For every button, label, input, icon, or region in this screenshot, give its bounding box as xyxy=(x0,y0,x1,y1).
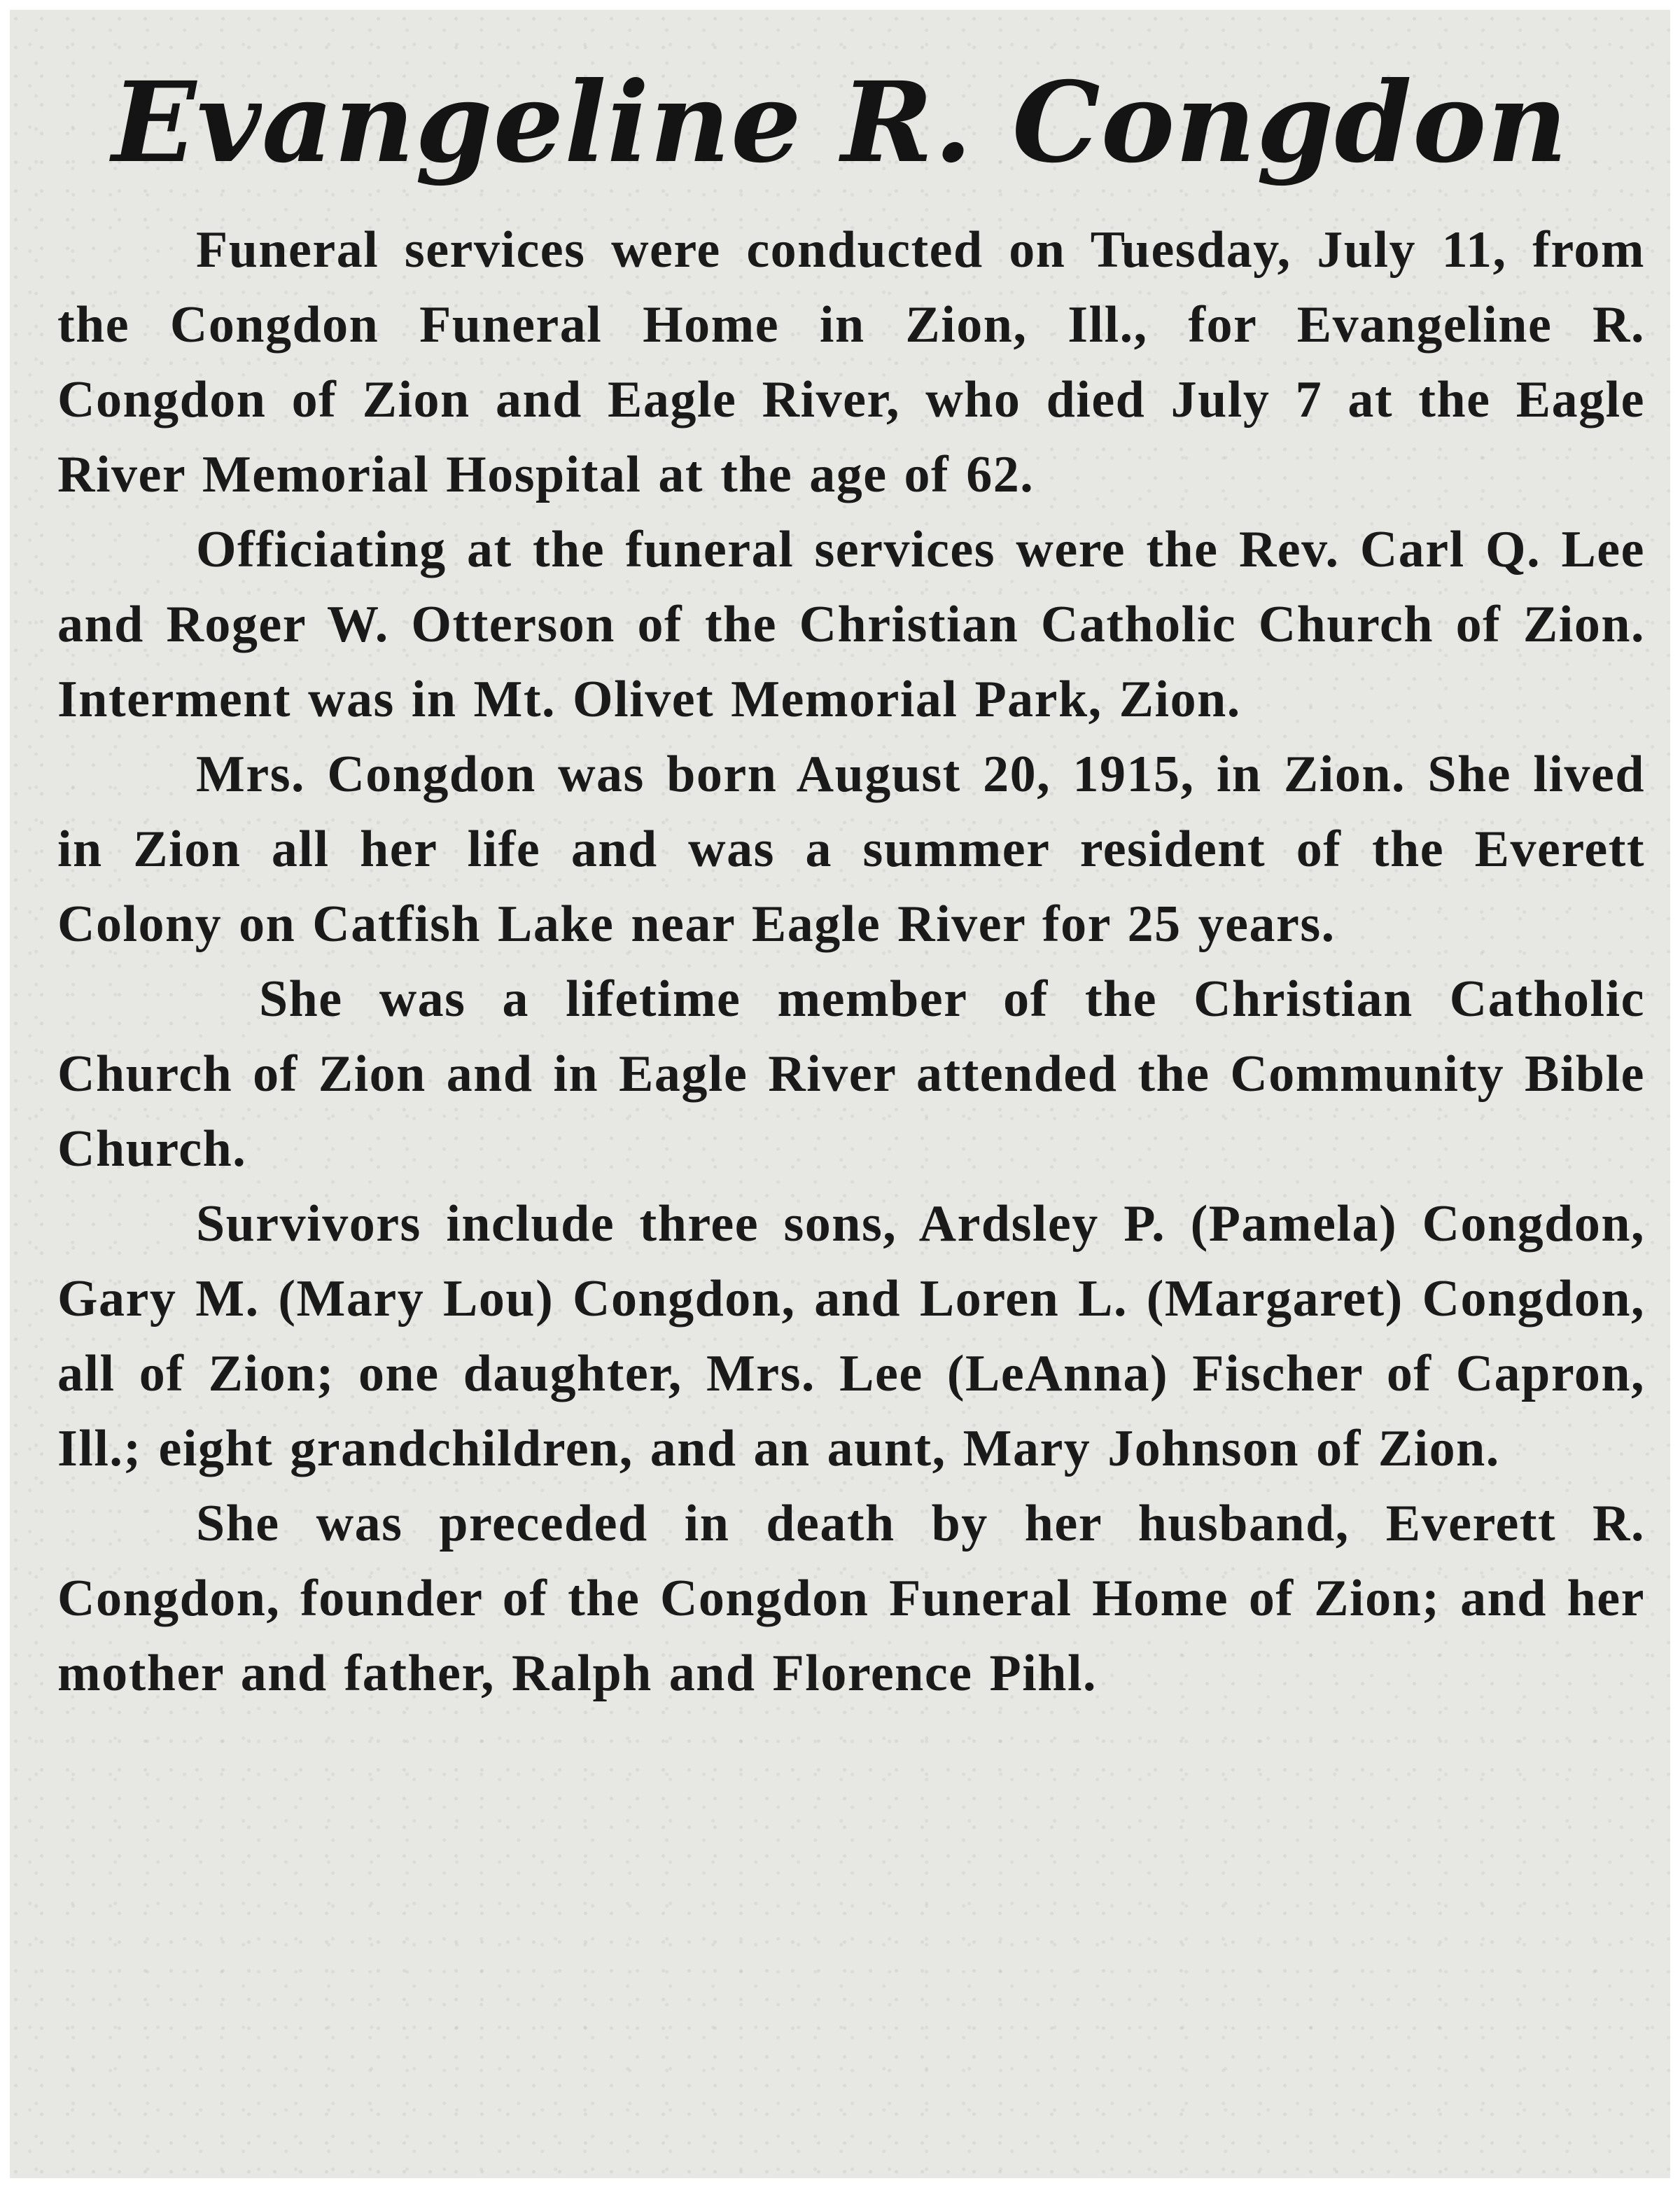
paragraph-church-membership: She was a lifetime member of the Christian Catholic Church of Zion and in Eagle River attended the Community Bible Church. xyxy=(57,970,1645,1178)
paragraph-survivors: Survivors include three sons, Ardsley P. (Pamela) Congdon, Gary M. (Mary Lou) Congdon, and Loren L. (Margaret) Congdon, all of Zion; one daughter, Mrs. Lee (LeAnna) Fischer of Capron, Ill.; eight grandchildren, and an aunt, Mary Johnson of Zion. xyxy=(57,1195,1645,1477)
paragraph-funeral-services: Funeral services were conducted on Tuesday, July 11, from the Congdon Funeral Home in Zion, Ill., for Evangeline R. Congdon of Zion and Eagle River, who died July 7 at the Eagle River Memorial Hospital at the age of 62. xyxy=(57,221,1645,503)
newspaper-clipping xyxy=(10,10,1670,2178)
paragraph-birth: Mrs. Congdon was born August 20, 1915, in Zion. She lived in Zion all her life and was a summer resident of the Everett Colony on Catfish Lake near Eagle River for 25 years. xyxy=(57,746,1645,953)
paragraph-preceded-in-death: She was preceded in death by her husband, Everett R. Congdon, founder of the Congdon Funeral Home of Zion; and her mother and father, Ralph and Florence Pihl. xyxy=(57,1495,1645,1702)
paragraph-officiating: Officiating at the funeral services were the Rev. Carl Q. Lee and Roger W. Otterson of the Christian Catholic Church of Zion. Interment was in Mt. Olivet Memorial Park, Zion. xyxy=(57,521,1645,728)
obituary-headline: Evangeline R. Congdon xyxy=(111,58,1569,188)
obituary-body xyxy=(57,213,1645,1711)
